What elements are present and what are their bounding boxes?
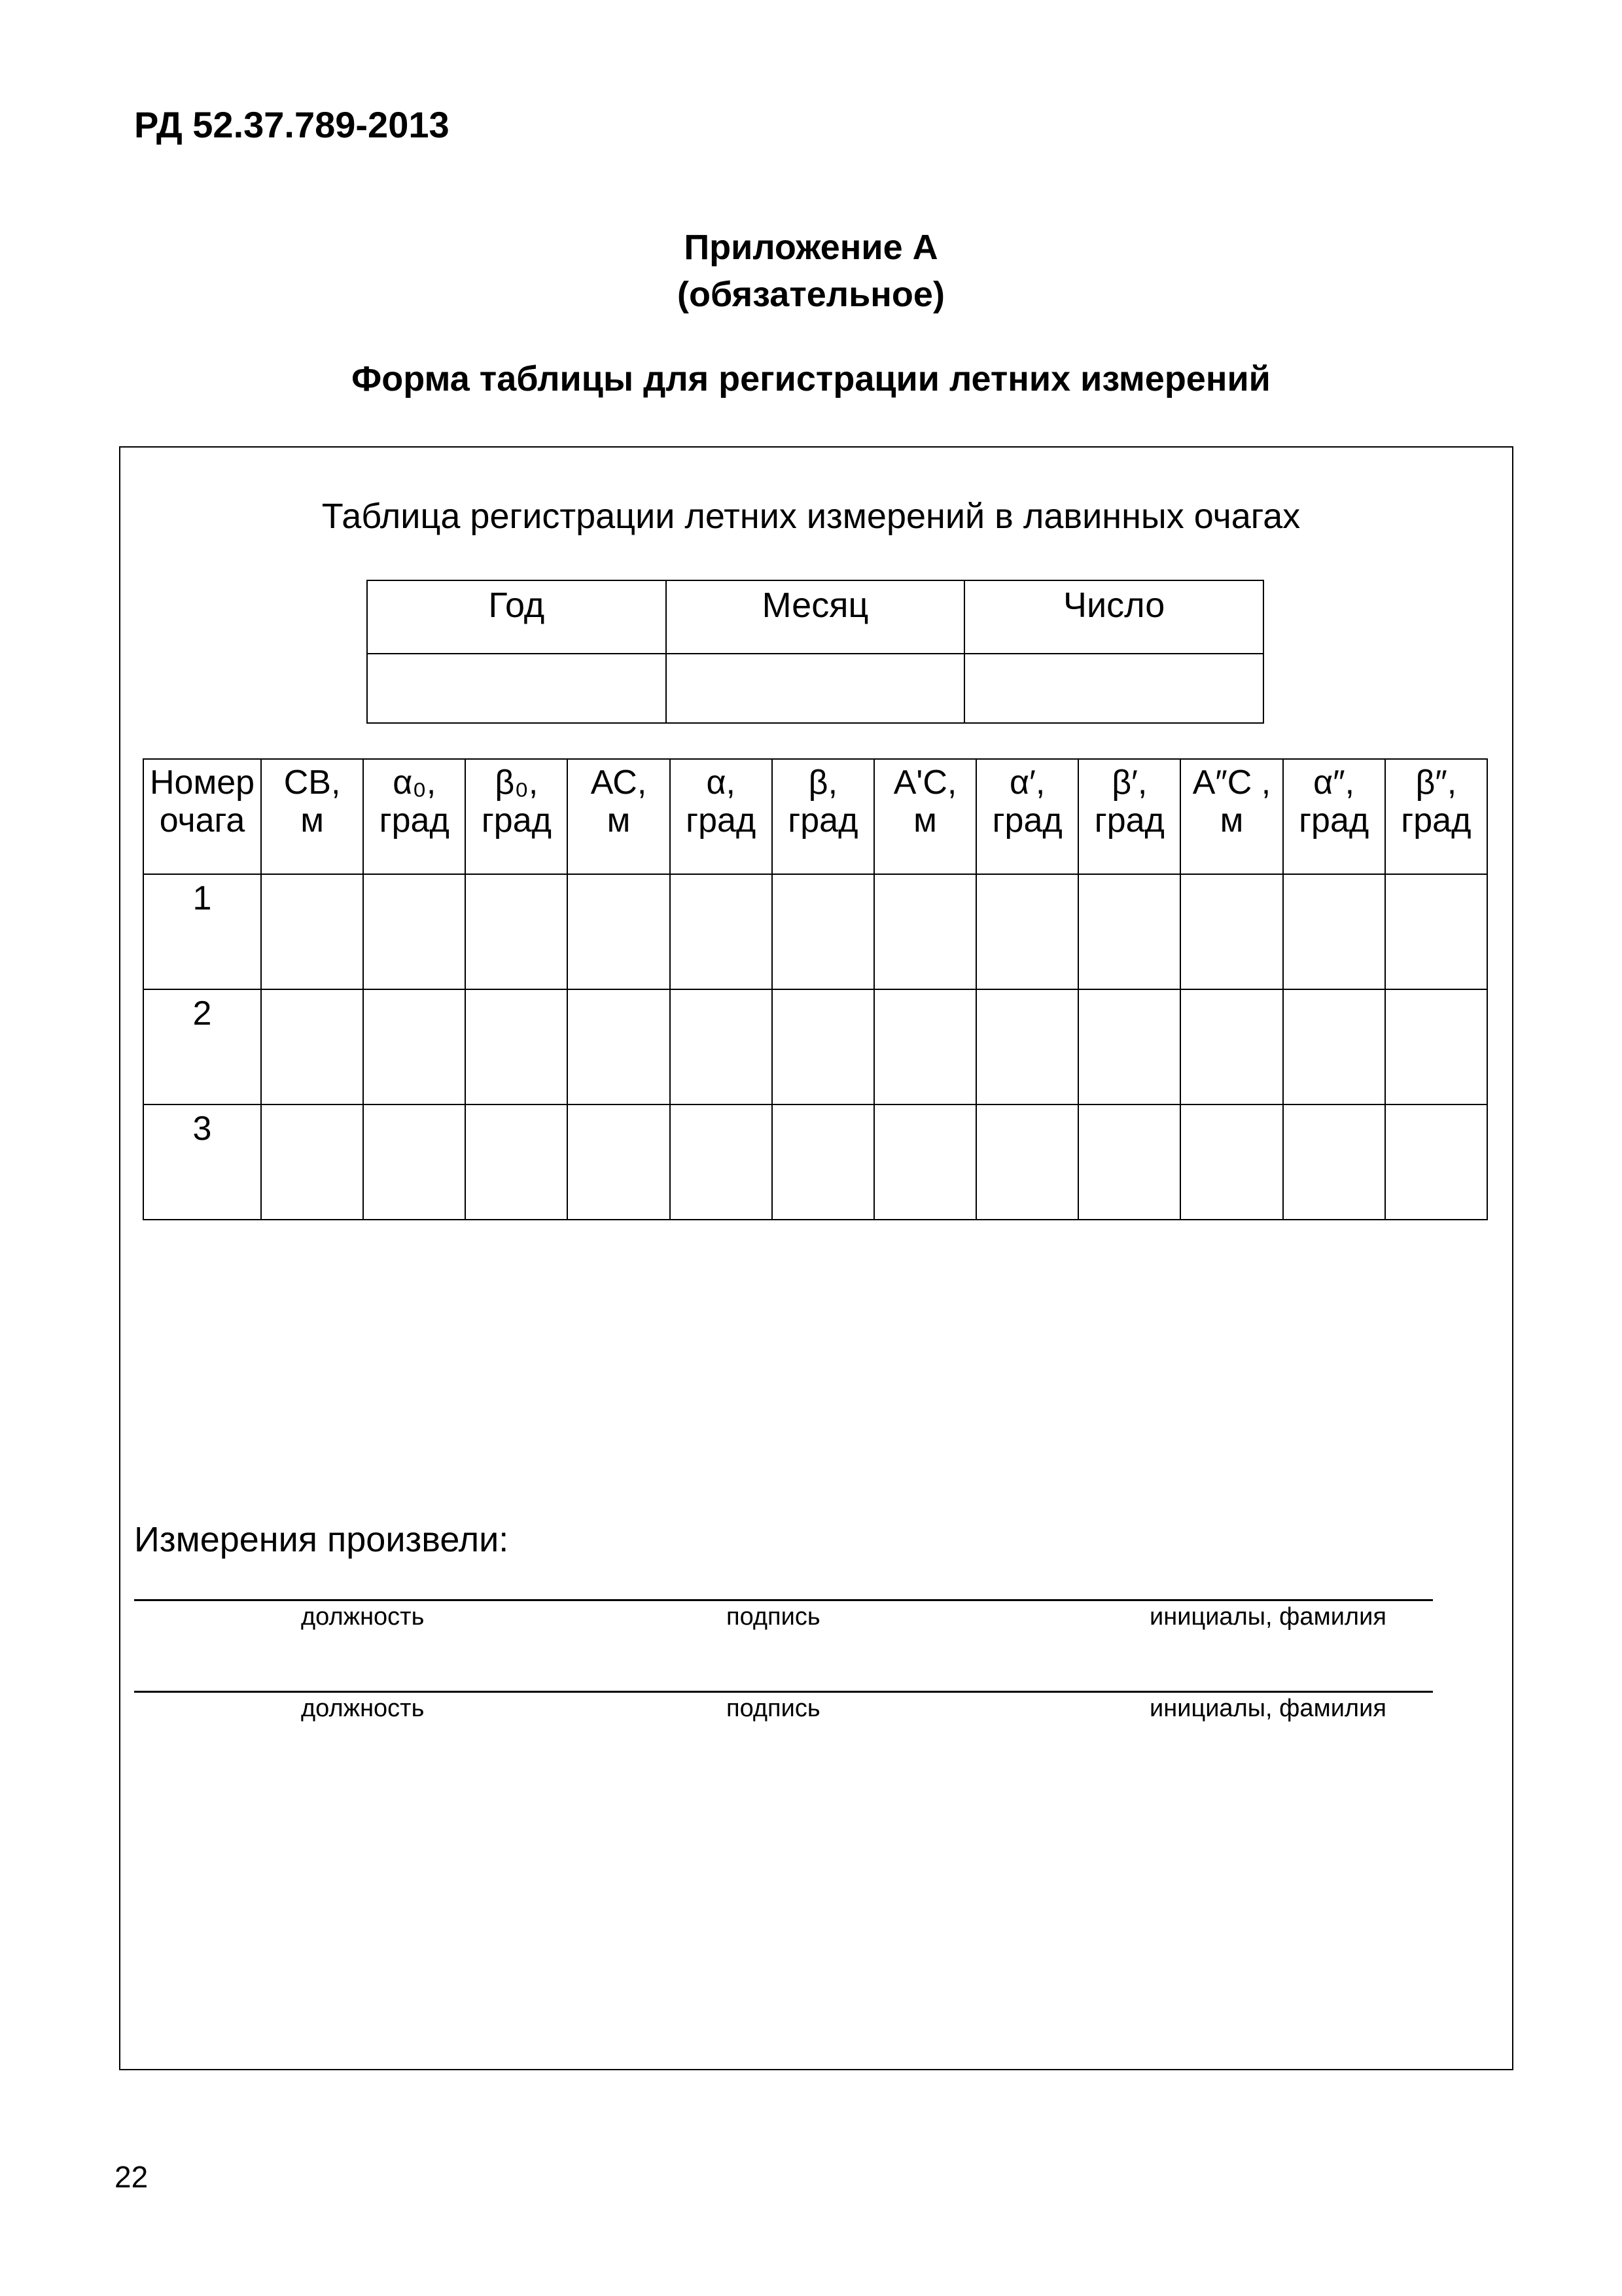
header-line: м (607, 802, 631, 839)
measurement-cell[interactable] (1180, 989, 1282, 1104)
table-row (143, 989, 1487, 1104)
date-header-month: Месяц (666, 580, 965, 654)
header-line: град (686, 802, 756, 839)
header-line: СВ, (283, 764, 341, 802)
measurement-header-cell (143, 759, 261, 874)
header-line: м (1220, 802, 1244, 839)
header-line: А'С, (893, 764, 957, 802)
header-line: град (1401, 802, 1472, 839)
header-line: м (300, 802, 324, 839)
header-line: град (992, 802, 1063, 839)
measurement-cell[interactable] (1283, 989, 1385, 1104)
measurement-cell[interactable] (1180, 1104, 1282, 1220)
measurement-cell[interactable] (1283, 874, 1385, 989)
measurement-cell[interactable] (1385, 989, 1487, 1104)
measurement-cell[interactable] (670, 989, 772, 1104)
measurement-cell[interactable] (874, 989, 976, 1104)
header-line: β′, (1112, 764, 1148, 802)
header-line: α″, (1313, 764, 1355, 802)
measurement-header-row (143, 759, 1487, 874)
measurement-cell[interactable] (261, 1104, 363, 1220)
header-line: А″С , (1192, 764, 1271, 802)
date-table (366, 580, 1264, 724)
header-line: АС, (590, 764, 647, 802)
signature-line[interactable] (134, 1599, 1433, 1601)
hotspot-number-cell: 3 (143, 1104, 261, 1220)
measurement-cell[interactable] (874, 874, 976, 989)
header-line: очага (159, 802, 245, 839)
signature-caption-position: должность (301, 1695, 425, 1722)
measurement-cell[interactable] (1078, 1104, 1180, 1220)
measurement-cell[interactable] (1078, 874, 1180, 989)
measurement-cell[interactable] (465, 989, 567, 1104)
header-line: м (913, 802, 937, 839)
measurement-table (143, 758, 1488, 1220)
appendix-title: Приложение А (684, 228, 938, 267)
measurement-cell[interactable] (567, 874, 669, 989)
measurement-header-cell (1385, 759, 1487, 874)
measurement-header-cell (465, 759, 567, 874)
table-title: Таблица регистрации летних измерений в лавинных очагах (321, 497, 1301, 536)
measurement-header-cell (874, 759, 976, 874)
measurement-cell[interactable] (772, 874, 874, 989)
header-line: град (1094, 802, 1165, 839)
date-header-day: Число (964, 580, 1263, 654)
measurement-cell[interactable] (772, 989, 874, 1104)
header-line: β, (808, 764, 838, 802)
appendix-status: (обязательное) (677, 275, 945, 314)
header-line: град (1299, 802, 1369, 839)
measurement-cell[interactable] (1283, 1104, 1385, 1220)
measurement-cell[interactable] (363, 874, 465, 989)
measurement-cell[interactable] (670, 1104, 772, 1220)
header-line: β″, (1415, 764, 1457, 802)
measurement-cell[interactable] (567, 1104, 669, 1220)
page-number: 22 (115, 2160, 149, 2194)
date-cell-month[interactable] (666, 654, 965, 723)
document-code: РД 52.37.789-2013 (134, 104, 450, 145)
measurement-cell[interactable] (976, 989, 1078, 1104)
measurement-header-cell (1180, 759, 1282, 874)
signature-caption-signature: подпись (726, 1695, 820, 1722)
header-line: β₀, (495, 764, 538, 802)
measurement-header-cell (670, 759, 772, 874)
date-header-year: Год (367, 580, 666, 654)
header-line: α′, (1010, 764, 1046, 802)
header-line: град (379, 802, 450, 839)
measurement-header-cell (772, 759, 874, 874)
measurement-cell[interactable] (976, 874, 1078, 989)
measurement-cell[interactable] (567, 989, 669, 1104)
header-line: α, (706, 764, 735, 802)
signature-caption-name: инициалы, фамилия (1150, 1695, 1386, 1722)
measurement-cell[interactable] (261, 989, 363, 1104)
signature-caption-signature: подпись (726, 1603, 820, 1631)
measurement-cell[interactable] (1078, 989, 1180, 1104)
measurement-header-cell (1283, 759, 1385, 874)
measurement-cell[interactable] (1385, 874, 1487, 989)
measurement-header-cell (261, 759, 363, 874)
measurement-cell[interactable] (1180, 874, 1282, 989)
measurement-header-cell (976, 759, 1078, 874)
table-row (143, 1104, 1487, 1220)
signature-caption-name: инициалы, фамилия (1150, 1603, 1386, 1631)
hotspot-number-cell: 1 (143, 874, 261, 989)
header-line: Номер (149, 764, 255, 802)
measurement-cell[interactable] (465, 874, 567, 989)
date-cell-year[interactable] (367, 654, 666, 723)
form-title: Форма таблицы для регистрации летних измерений (351, 359, 1271, 398)
signature-line[interactable] (134, 1691, 1433, 1693)
measurement-cell[interactable] (1385, 1104, 1487, 1220)
measurement-cell[interactable] (874, 1104, 976, 1220)
measurement-cell[interactable] (363, 989, 465, 1104)
header-line: град (481, 802, 552, 839)
header-line: α₀, (393, 764, 436, 802)
measurement-cell[interactable] (976, 1104, 1078, 1220)
header-line: град (788, 802, 858, 839)
date-cell-day[interactable] (964, 654, 1263, 723)
measurement-cell[interactable] (261, 874, 363, 989)
measurement-cell[interactable] (772, 1104, 874, 1220)
measurement-cell[interactable] (363, 1104, 465, 1220)
hotspot-number-cell: 2 (143, 989, 261, 1104)
measurement-cell[interactable] (465, 1104, 567, 1220)
measurement-cell[interactable] (670, 874, 772, 989)
measurement-header-cell (567, 759, 669, 874)
signature-caption-position: должность (301, 1603, 425, 1631)
measured-by-label: Измерения произвели: (134, 1520, 509, 1559)
table-row (143, 874, 1487, 989)
measurement-header-cell (1078, 759, 1180, 874)
measurement-header-cell (363, 759, 465, 874)
